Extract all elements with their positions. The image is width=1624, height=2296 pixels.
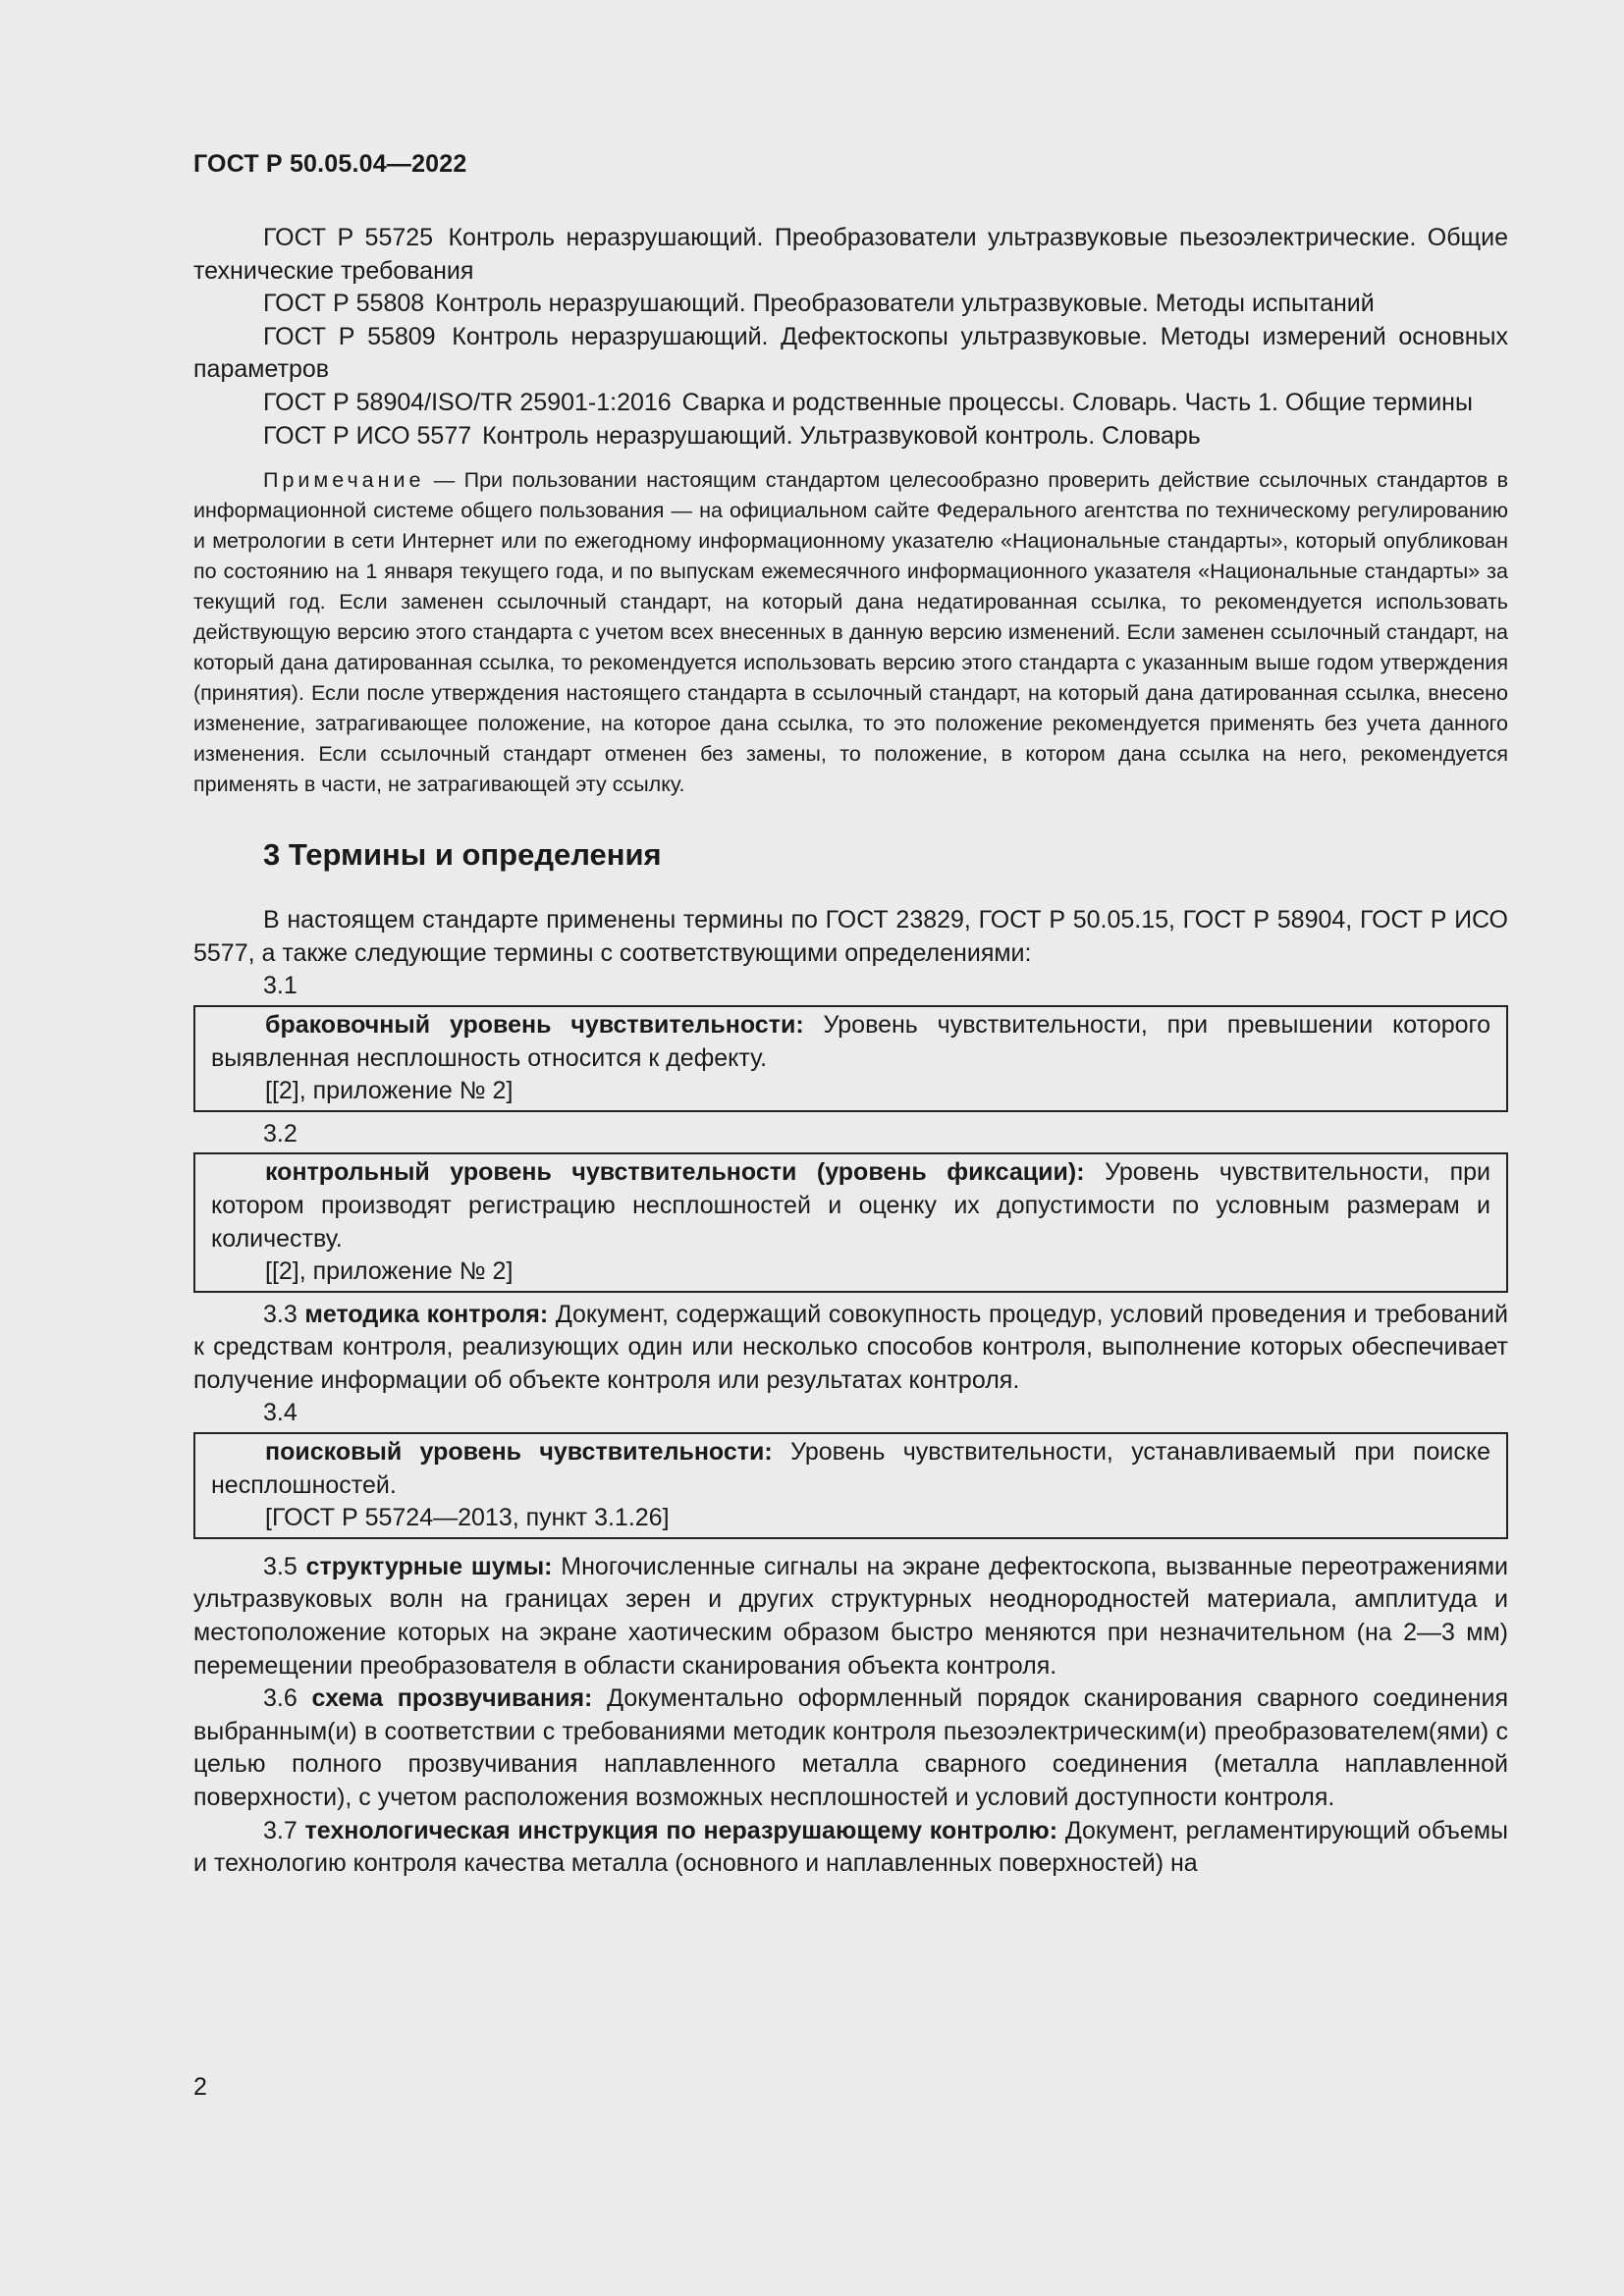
definition-text: Документ, регламентирующий объемы и технологию контроля качества металла (основного и наплавленных поверхностей) на — [193, 1816, 1508, 1878]
term-number: 3.3 — [263, 1300, 298, 1328]
term-name: структурные шумы: — [305, 1552, 553, 1580]
note-paragraph — [193, 465, 1508, 800]
reference-item — [193, 420, 1508, 454]
term-number: 3.5 — [263, 1552, 298, 1580]
term-box — [193, 1432, 1508, 1539]
reference-title: Контроль неразрушающий. Дефектоскопы ультразвуковые. Методы измерений основных параметров — [193, 322, 1509, 384]
definition-text: Уровень чувствительности, устанавливаемый при поиске несплошностей. — [211, 1438, 1491, 1499]
section-heading: 3 Термины и определения — [263, 837, 662, 873]
note-label: Примечание — [263, 468, 425, 493]
term-entry — [193, 1299, 1508, 1398]
reference-code: ГОСТ Р 58904/ISO/TR 25901-1:2016 — [263, 388, 672, 416]
page-number: 2 — [193, 2073, 207, 2101]
term-box — [193, 1152, 1508, 1292]
term-entry — [193, 1551, 1508, 1682]
term-name: контрольный уровень чувствительности (уровень фиксации): — [265, 1158, 1085, 1187]
definition-text: Документально оформленный порядок сканирования сварного соединения выбранным(и) в соответствии с требованиями методик контроля пьезоэлектрическим(и) преобразователем(ями) с целью полного прозвучивания наплавленного металла сварного соединения (металла наплавленной поверхности), с учетом расположения возможных несплошностей и условий доступности контроля. — [193, 1684, 1508, 1811]
term-source: [[2], приложение № 2] — [265, 1257, 514, 1286]
term-definition — [211, 1436, 1490, 1502]
term-entry — [193, 1815, 1508, 1881]
reference-item — [193, 222, 1508, 288]
term-name: методика контроля: — [304, 1300, 549, 1328]
reference-title: Контроль неразрушающий. Преобразователи ультразвуковые пьезоэлектрические. Общие технические требования — [193, 224, 1508, 285]
reference-code: ГОСТ Р 55725 — [263, 224, 434, 251]
term-definition — [211, 1156, 1490, 1255]
term-source: [[2], приложение № 2] — [265, 1077, 514, 1105]
reference-item — [193, 387, 1508, 420]
reference-title: Контроль неразрушающий. Преобразователи ультразвуковые. Методы испытаний — [435, 290, 1375, 318]
term-name: технологическая инструкция по неразрушающему контролю: — [304, 1816, 1058, 1844]
term-definition — [211, 1009, 1490, 1075]
note-text: — При пользовании настоящим стандартом целесообразно проверить действие ссылочных стандартов в информационной системе общего пользования — на официальном сайте Федерального агентства по техническому регулированию и метрологии в сети Интернет или по ежегодному информационному указателю «Национальные стандарты», который опубликован по состоянию на 1 января текущего года, и по выпускам ежемесячного информационного указателя «Национальные стандарты» за текущий год. Если заменен ссылочный стандарт, на который дана недатированная ссылка, то рекомендуется использовать действующую версию этого стандарта с учетом всех внесенных в данную версию изменений. Если заменен ссылочный стандарт, на который дана датированная ссылка, то рекомендуется использовать версию этого стандарта с указанным выше годом утверждения (принятия). Если после утверждения настоящего стандарта в ссылочный стандарт, на который дана датированная ссылка, внесено изменение, затрагивающее положение, на которое дана ссылка, то это положение рекомендуется применять без учета данного изменения. Если ссылочный стандарт отменен без замены, то положение, в котором дана ссылка на него, рекомендуется применять в части, не затрагивающей эту ссылку. — [193, 468, 1508, 797]
term-source: [ГОСТ Р 55724—2013, пункт 3.1.26] — [265, 1504, 670, 1532]
reference-code: ГОСТ Р ИСО 5577 — [263, 421, 472, 450]
definition-text: Многочисленные сигналы на экране дефектоскопа, вызванные переотражениями ультразвуковых волн на границах зерен и других структурных неоднородностей материала, амплитуда и местоположение которых на экране хаотическим образом быстро меняются при незначительном (на 2—3 мм) перемещении преобразователя в области сканирования объекта контроля. — [193, 1552, 1509, 1680]
section-intro: В настоящем стандарте применены термины по ГОСТ 23829, ГОСТ Р 50.05.15, ГОСТ Р 58904, ГОСТ Р ИСО 5577, а также следующие термины с соответствующими определениями: — [193, 906, 1508, 967]
term-name: браковочный уровень чувствительности: — [265, 1010, 804, 1039]
term-number: 3.4 — [263, 1399, 298, 1427]
term-number: 3.1 — [263, 972, 298, 1000]
reference-title: Контроль неразрушающий. Ультразвуковой контроль. Словарь — [482, 421, 1201, 450]
term-entry — [193, 1682, 1508, 1814]
reference-item — [193, 288, 1508, 321]
definition-text: Уровень чувствительности, при котором производят регистрацию несплошностей и оценку их допустимости по условным размерам и количеству. — [211, 1158, 1490, 1253]
document-code-header: ГОСТ Р 50.05.04—2022 — [193, 150, 467, 178]
term-box — [193, 1005, 1508, 1112]
term-number: 3.7 — [263, 1816, 298, 1844]
page-content — [193, 222, 1508, 1881]
reference-title: Сварка и родственные процессы. Словарь. Часть 1. Общие термины — [681, 388, 1473, 416]
definition-text: Документ, содержащий совокупность процедур, условий проведения и требований к средствам контроля, реализующих один или несколько способов контроля, выполнение которых обеспечивает получение информации об объекте контроля или результатах контроля. — [193, 1300, 1508, 1394]
reference-list — [193, 222, 1508, 453]
reference-code: ГОСТ Р 55809 — [263, 322, 436, 350]
reference-code: ГОСТ Р 55808 — [263, 290, 425, 318]
definition-text: Уровень чувствительности, при превышении которого выявленная несплошность относится к дефекту. — [211, 1010, 1490, 1072]
term-name: поисковый уровень чувствительности: — [265, 1438, 773, 1467]
reference-item — [193, 321, 1508, 387]
term-number: 3.2 — [263, 1119, 298, 1148]
term-number: 3.6 — [263, 1684, 298, 1713]
term-name: схема прозвучивания: — [311, 1684, 593, 1713]
